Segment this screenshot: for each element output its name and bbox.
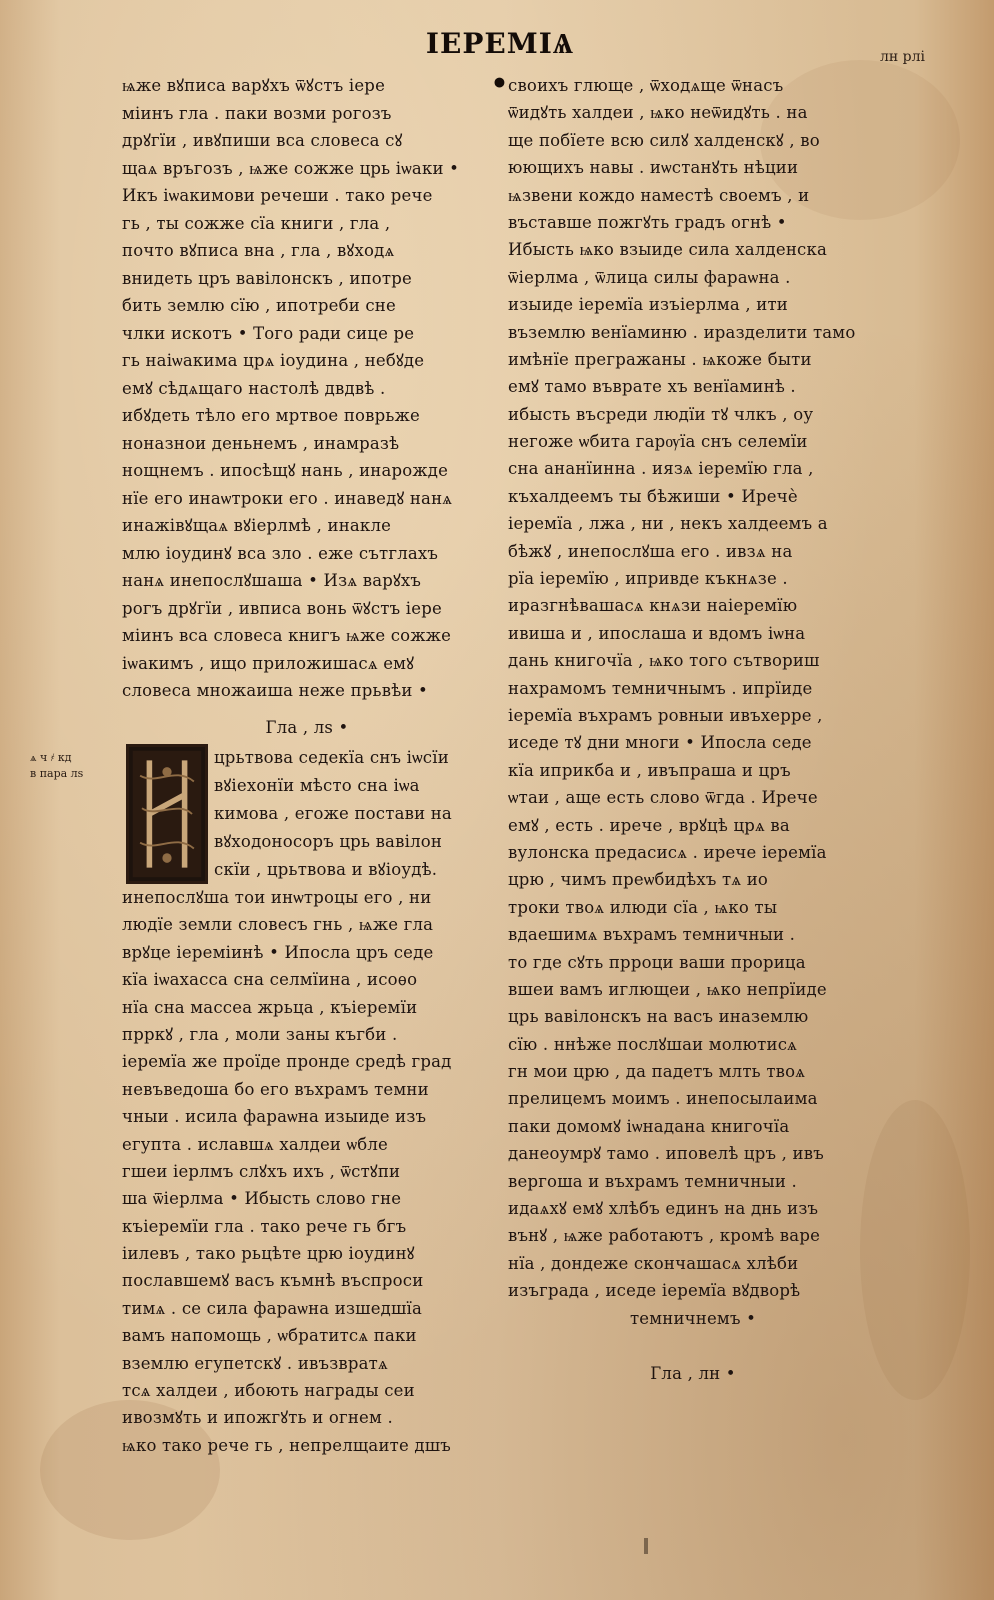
text-line: инажівꙋщаѧ вꙋіерлмѣ , инакле xyxy=(122,516,392,535)
text-line: кїа иприкба и , ивъпраша и цръ xyxy=(508,760,791,780)
text-line: емꙋ сѣдѧщаго настолѣ двдвѣ . xyxy=(122,378,386,398)
text-line: ѩзвени кождо наместѣ своемъ , и xyxy=(508,185,810,205)
text-line: егупта . иславшѧ халдеи ѡбле xyxy=(122,1134,388,1154)
text-line: члки искотъ • Того ради сице ре xyxy=(122,323,415,343)
text-line: тимѧ . се сила фараѡна изшедшїа xyxy=(122,1298,423,1318)
text-line: скїи , црьтвова и вꙋіоудѣ. xyxy=(214,860,438,879)
text-line: въземлю венїаминю . иразделити тамо xyxy=(508,322,856,342)
text-line: ибысть въсреди людїи тꙋ члкъ , оу xyxy=(508,404,814,424)
decorated-initial-letter xyxy=(126,744,208,884)
folio-number: лн рлі xyxy=(880,49,926,65)
text-line: гь , ты сожже сїа книги , гла , xyxy=(122,213,391,233)
text-line: изыиде іеремїа изъіерлма , ити xyxy=(508,295,788,315)
text-line: црю , чимъ преѡбидѣхъ тѧ ио xyxy=(508,870,769,890)
text-line: нїе его инаѡтроки его . инаведꙋ нанѧ xyxy=(122,488,453,508)
text-line: кїа іѡахасса сна селмїина , исоѳо xyxy=(122,970,418,990)
text-line: ѿіерлма , ѿлица силы фараѡна . xyxy=(508,267,791,287)
text-line: гь наіѡакима црѧ іоудина , небꙋде xyxy=(122,351,425,370)
text-line: вшеи вамъ иглющеи , ѩко непрїиде xyxy=(508,979,827,999)
chapter-heading-38: Гла , лн • xyxy=(650,1364,736,1383)
text-line: вꙋіехонїи мѣсто сна іѡа xyxy=(214,776,420,795)
text-line: іеремїа же проїде пронде средѣ град xyxy=(122,1052,452,1072)
text-line: гшеи іерлмъ слꙋхъ ихъ , ѿстꙋпи xyxy=(122,1161,401,1181)
text-line: гн мои црю , да падетъ млть твоѧ xyxy=(508,1062,806,1082)
margin-note-line: ѧ ч ҂ кд xyxy=(30,751,72,764)
text-line: нїа , дондеже скончашасѧ хлѣби xyxy=(508,1253,799,1273)
right-column xyxy=(508,72,878,1332)
text-line: словеса множаиша неже прьвѣи • xyxy=(122,681,428,700)
text-line: сна ананїинна . иязѧ іеремїю гла , xyxy=(508,459,814,479)
text-line: ша ѿіерлма • Ибысть слово гне xyxy=(122,1189,402,1209)
text-line: прелицемъ моимъ . инепосылаима xyxy=(508,1089,818,1109)
text-line: иразгнѣвашасѧ кнѧзи наіеремїю xyxy=(508,596,798,616)
text-line: ще побїете всю силꙋ халденскꙋ , во xyxy=(508,130,820,150)
text-line: Икъ іѡакимови речеши . тако рече xyxy=(122,186,433,205)
text-line: имѣнїе прегражаны . ѩкоже быти xyxy=(508,349,812,369)
text-line: прркꙋ , гла , моли заны къгби . xyxy=(122,1024,398,1044)
text-line: нахрамомъ темничнымъ . ипрїиде xyxy=(508,678,813,698)
text-line: міинъ гла . паки возми рогозъ xyxy=(122,103,392,123)
text-line: іѡакимъ , ищо приложишасѧ емꙋ xyxy=(122,653,415,673)
text-line: чныи . исила фараѡна изыиде изъ xyxy=(122,1107,427,1127)
text-line: іеремїа , лжа , ни , некъ халдеемъ а xyxy=(508,514,828,534)
text-line: нощнемъ . ипосѣщꙋ нань , инарожде xyxy=(122,461,449,480)
margin-note-line: в пара лѕ xyxy=(30,767,84,780)
text-line: бѣжꙋ , инепослꙋша его . ивзѧ на xyxy=(508,541,793,561)
text-line: къхалдеемъ ты бѣжиши • Иречѐ xyxy=(508,486,798,506)
text-line: вергоша и въхрамъ темничныи . xyxy=(508,1171,797,1191)
text-line: сїю . ннѣже послꙋшаи молютисѧ xyxy=(508,1034,798,1054)
text-line: ноназнои деньнемъ , инамразѣ xyxy=(122,433,400,453)
text-line: рогъ дрꙋгїи , ивписа вонь ѿꙋстъ іере xyxy=(122,598,442,618)
text-line: іилевъ , тако рьцѣте црю іоудинꙋ xyxy=(122,1244,415,1264)
margin-note xyxy=(30,750,116,800)
text-line: вꙋходоносоръ црь вавілон xyxy=(214,832,443,851)
left-column-beside-initial xyxy=(214,744,492,884)
text-line: нанѧ инепослꙋшаша • Изѧ варꙋхъ xyxy=(122,571,422,590)
text-line: вулонска предасисѧ . ирече іеремїа xyxy=(508,842,827,862)
text-line: идаѧхꙋ емꙋ хлѣбъ единъ на днь изъ xyxy=(508,1199,819,1219)
text-line: дань книгочїа , ѩко того сътвориш xyxy=(508,651,820,671)
text-line: ѩже вꙋписа варꙋхъ ѿꙋстъ іере xyxy=(122,76,386,95)
decorative-mark xyxy=(644,1538,648,1554)
text-line: невъведоша бо его въхрамъ темни xyxy=(122,1079,429,1099)
text-line: данеоумрꙋ тамо . иповелѣ цръ , ивъ xyxy=(508,1144,824,1164)
text-line: къіеремїи гла . тако рече гь бгъ xyxy=(122,1216,407,1236)
text-line: црьтвова седекїа снъ іѡсїи xyxy=(214,748,449,767)
text-line: ѡтаи , аще есть слово ѿгда . Ирече xyxy=(508,788,818,808)
left-column-bottom xyxy=(122,884,492,1459)
text-line: иседе тꙋ дни многи • Ипосла седе xyxy=(508,733,812,753)
text-line: внидеть цръ вавілонскъ , ипотре xyxy=(122,268,412,288)
text-line: изъграда , иседе іеремїа вꙋдворѣ xyxy=(508,1281,801,1301)
text-line: темничнемъ • xyxy=(629,1308,757,1328)
text-line: пославшемꙋ васъ къмнѣ въспроси xyxy=(122,1271,424,1291)
text-line: Ибысть ѩко взыиде сила халденска xyxy=(508,240,828,260)
text-line: рїа іеремїю , ипривде къкнѧзе . xyxy=(508,569,788,589)
left-column-top xyxy=(122,72,492,705)
text-line: ивозмꙋть и ипожгꙋть и огнем . xyxy=(122,1408,393,1428)
text-line: емꙋ тамо въврате хъ венїаминѣ . xyxy=(508,377,796,397)
text-line: паки домомꙋ іѡнадана книгочїа xyxy=(508,1116,790,1136)
text-line: юющихъ навы . иѡстанꙋть нѣции xyxy=(508,158,799,178)
text-line: вънꙋ , ѩже работаютъ , кромѣ варе xyxy=(508,1226,821,1246)
text-line: тсѧ халдеи , ибоють награды сеи xyxy=(122,1381,415,1401)
text-line: емꙋ , есть . ирече , врꙋцѣ црѧ ва xyxy=(508,815,790,835)
text-line: бить землю сїю , ипотреби сне xyxy=(122,296,396,315)
text-line: ѿидꙋть халдеи , ѩко неѿидꙋть . на xyxy=(508,103,808,123)
text-line: троки твоѧ илюди сїа , ѩко ты xyxy=(508,897,778,917)
text-line: црь вавілонскъ на васъ иназемлю xyxy=(508,1007,809,1027)
text-line: ѩко тако рече гь , непрелщаите дшъ xyxy=(122,1435,451,1455)
text-line: вдаешимѧ въхрамъ темничныи . xyxy=(508,925,796,945)
running-head: ІЕРЕМІѦ • xyxy=(425,27,575,100)
text-line: вамъ напомощь , ѡбратитсѧ паки xyxy=(122,1326,417,1346)
text-line: почто вꙋписа вна , гла , вꙋходѧ xyxy=(122,241,395,260)
text-line: ивиша и , ипослаша и вдомъ іѡна xyxy=(508,623,806,643)
text-line: щаѧ връгозъ , ѩже сожже црь іѡаки • xyxy=(122,158,460,178)
text-line: негоже ѡбита гарѹїа снъ селемїи xyxy=(508,432,808,452)
text-line: ибꙋдеть тѣло его мртвое поврьже xyxy=(122,406,420,425)
text-line: іеремїа въхрамъ ровныи ивъхерре , xyxy=(508,705,823,725)
text-line: своихъ глюще , ѿходѧще ѿнасъ xyxy=(508,76,784,95)
chapter-heading-36: Гла , лѕ • xyxy=(265,718,349,737)
text-line: дрꙋгїи , ивꙋпиши вса словеса сꙋ xyxy=(122,131,403,150)
text-line: млю іоудинꙋ вса зло . еже сътглахъ xyxy=(122,543,439,563)
text-line: инепослꙋша тои инѡтроцы его , ни xyxy=(122,888,432,907)
text-line: вземлю егупетскꙋ . ивъзвратѧ xyxy=(122,1353,388,1373)
text-line: людїе земли словесъ гнь , ѩже гла xyxy=(122,915,434,935)
text-line: кимова , егоже постави на xyxy=(214,804,452,823)
text-line: нїа сна массеа жрьца , къіеремїи xyxy=(122,997,418,1017)
text-line: въставше пожгꙋть градъ огнѣ • xyxy=(508,212,787,232)
text-line: врꙋце іереміинѣ • Ипосла цръ седе xyxy=(122,942,434,962)
text-line: то где сꙋть прроци ваши прорица xyxy=(508,952,806,972)
text-line: міинъ вса словеса книгъ ѩже сожже xyxy=(122,626,452,645)
